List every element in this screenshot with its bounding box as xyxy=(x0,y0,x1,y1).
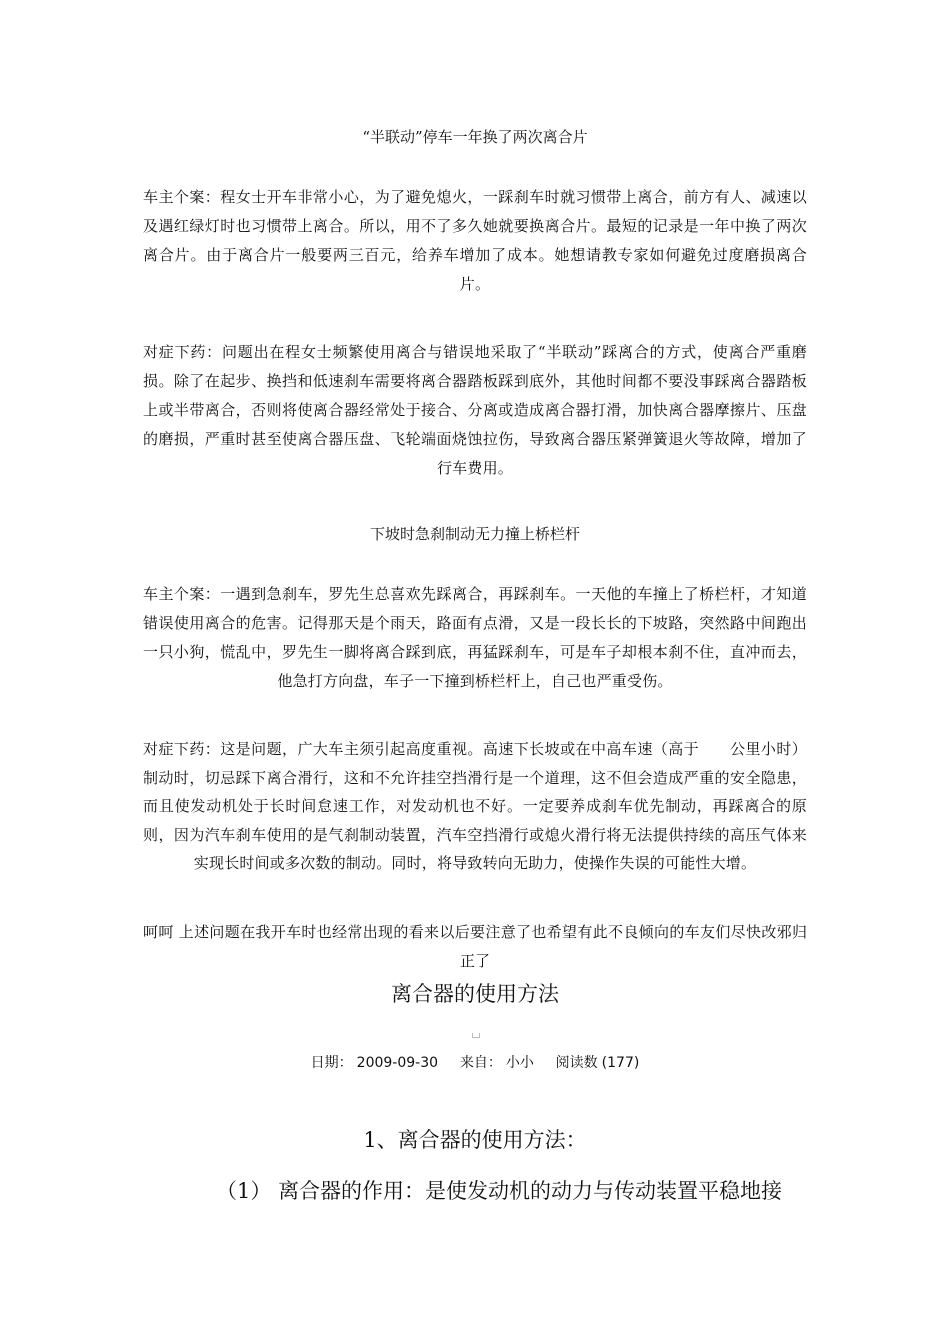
meta-reads: (177) xyxy=(601,1055,640,1071)
meta-date: 2009-09-30 xyxy=(356,1055,439,1071)
meta-date-label: 日期： xyxy=(310,1055,353,1071)
article3-title: 离合器的使用方法 xyxy=(391,982,559,1006)
meta-reads-label: 阅读数 xyxy=(555,1055,598,1071)
meta-from-label: 来自： xyxy=(459,1055,502,1071)
broken-image-placeholder xyxy=(472,1033,480,1038)
article2-note-paragraph: 呵呵 上述问题在我开车时也经常出现的看来以后要注意了也希望有此不良倾向的车友们尽快改邪归正了 xyxy=(143,923,807,970)
item-number: （1） xyxy=(216,1179,272,1203)
article3-meta xyxy=(143,1053,807,1073)
meta-from: 小小 xyxy=(505,1055,534,1071)
list-item xyxy=(216,1176,836,1206)
item-text: 离合器的作用：是使发动机的动力与传动装置平稳地接 xyxy=(278,1179,783,1203)
article2-remedy-paragraph: 对症下药：这是问题，广大车主须引起高度重视。高速下长坡或在中高车速（高于 公里小时）制动时，切忌踩下离合滑行，这和不允许挂空挡滑行是一个道理，这不但会造成严重的安全隐患，而且使发动机处于长时间怠速工作，对发动机也不好。一定要养成刹车优先制动，再踩离合的原则，因为汽车刹车使用的是气刹制动装置，汽车空挡滑行或熄火滑行将无法提供持续的高压气体来实现长时间或多次数的制动。同时，将导致转向无助力，使操作失误的可能性大增。 xyxy=(143,740,807,872)
article1-remedy-paragraph: 对症下药：问题出在程女士频繁使用离合与错误地采取了“半联动”踩离合的方式，使离合严重磨损。除了在起步、换挡和低速刹车需要将离合器踏板踩到底外，其他时间都不要没事踩离合器踏板上或半带离合，否则将使离合器经常处于接合、分离或造成离合器打滑，加快离合器摩擦片、压盘的磨损，严重时甚至使离合器压盘、飞轮端面烧蚀拉伤，导致离合器压紧弹簧退火等故障，增加了行车费用。 xyxy=(143,343,807,477)
article2-title: 下坡时急刹制动无力撞上桥栏杆 xyxy=(369,525,580,543)
article1-case-paragraph: 车主个案：程女士开车非常小心，为了避免熄火，一踩刹车时就习惯带上离合，前方有人、减速以及遇红绿灯时也习惯带上离合。所以，用不了多久她就要换离合片。最短的记录是一年中换了两次离合片。由于离合片一般要两三百元，给养车增加了成本。她想请教专家如何避免过度磨损离合片。 xyxy=(143,188,807,293)
article1-title: “半联动”停车一年换了两次离合片 xyxy=(362,128,588,146)
article2-case-paragraph: 车主个案：一遇到急刹车，罗先生总喜欢先踩离合，再踩刹车。一天他的车撞上了桥栏杆，才知道错误使用离合的危害。记得那天是个雨天，路面有点滑，又是一段长长的下坡路，突然路中间跑出一只小狗，慌乱中，罗先生一脚将离合踩到底，再猛踩刹车，可是车子却根本刹不住，直冲而去，他急打方向盘，车子一下撞到桥栏杆上，自己也严重受伤。 xyxy=(143,585,807,690)
section-heading: 1、离合器的使用方法： xyxy=(363,1128,587,1152)
